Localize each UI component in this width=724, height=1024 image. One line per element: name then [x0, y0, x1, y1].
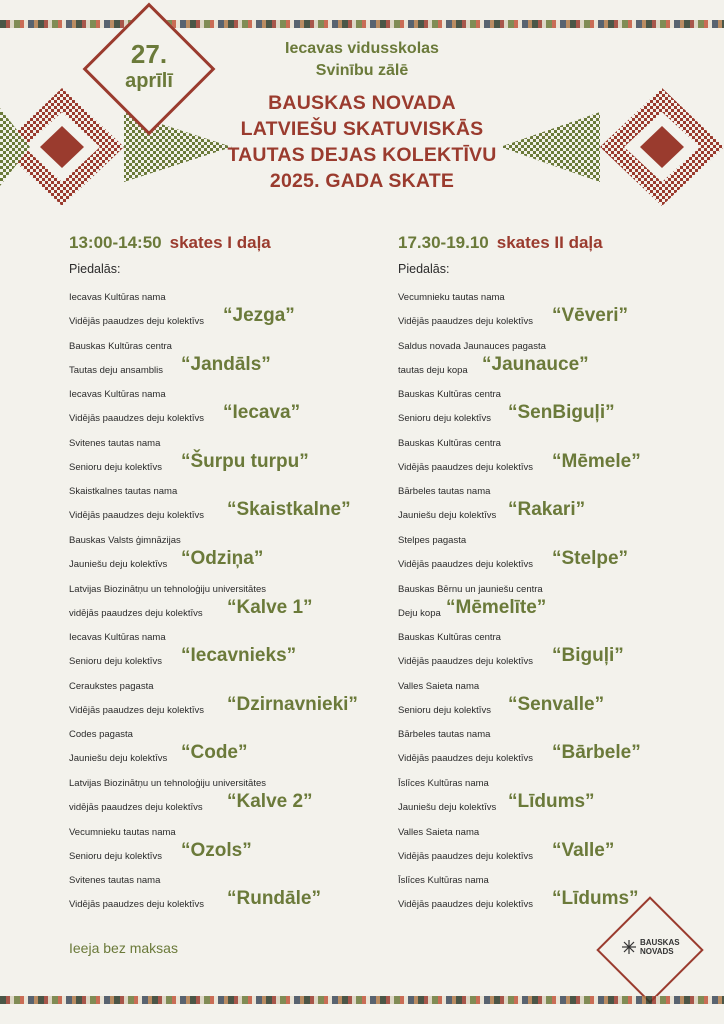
participant-name: “Code”: [181, 742, 248, 764]
participant-organization: Vecumnieku tautas nama: [398, 292, 505, 303]
left-session-part: skates I daļa: [169, 233, 271, 252]
venue: [230, 38, 494, 82]
participant-entry: [398, 535, 718, 573]
participant-name: “Iecava”: [223, 402, 301, 424]
participant-type: Jauniešu deju kolektīvs: [398, 802, 497, 813]
left-session-heading: [69, 232, 271, 254]
event-date: [104, 40, 194, 92]
participant-name: “Dzirnavnieki”: [227, 693, 358, 715]
venue-line-1: Iecavas vidusskolas: [285, 40, 439, 57]
participant-type: Senioru deju kolektīvs: [398, 413, 491, 425]
participant-entry: [398, 729, 718, 767]
participant-entry: [69, 827, 389, 865]
participant-entry: [69, 535, 389, 573]
participant-entry: [398, 681, 718, 719]
participant-type: Jauniešu deju kolektīvs: [69, 753, 168, 765]
date-month: aprīlī: [125, 70, 173, 92]
participant-type: Vidējās paaudzes deju kolektīvs: [398, 850, 534, 862]
participant-name: “SenBiguļi”: [508, 402, 615, 424]
participant-organization: Īslīces Kultūras nama: [398, 778, 489, 789]
participant-organization: Bauskas Kultūras centra: [398, 437, 501, 449]
participant-type: Senioru deju kolektīvs: [69, 850, 162, 862]
participant-organization: Bauskas Valsts ģimnāzijas: [69, 535, 181, 546]
participant-entry: [398, 584, 718, 622]
participant-entry: [398, 438, 718, 476]
participant-organization: Iecavas Kultūras nama: [69, 389, 166, 401]
participant-organization: Īslīces Kultūras nama: [398, 875, 489, 887]
title-line-3: TAUTAS DEJAS KOLEKTĪVU: [227, 144, 497, 166]
participant-type: Vidējās paaudzes deju kolektīvs: [398, 316, 534, 327]
participant-type: Senioru deju kolektīvs: [69, 656, 162, 668]
participant-type: Senioru deju kolektīvs: [69, 461, 162, 473]
participant-entry: [69, 681, 389, 719]
participant-name: “Jaunauce”: [482, 353, 589, 375]
logo-line-1: BAUSKAS: [640, 938, 680, 947]
participant-type: Senioru deju kolektīvs: [398, 704, 491, 716]
participant-entry: [398, 292, 718, 330]
date-day: 27.: [130, 39, 168, 69]
right-session-part: skates II daļa: [496, 233, 603, 252]
participant-name: “Kalve 2”: [227, 791, 313, 812]
participant-type: vidējās paaudzes deju kolektīvs: [69, 607, 203, 619]
participant-organization: Iecavas Kultūras nama: [69, 292, 166, 303]
participant-name: “Līdums”: [552, 888, 639, 910]
participant-entry: [69, 341, 389, 379]
participant-type: Vidējās paaudzes deju kolektīvs: [398, 753, 534, 765]
participant-name: “Mēmele”: [552, 450, 641, 472]
participant-name: “Kalve 1”: [227, 596, 313, 618]
venue-line-2: Svinību zālē: [315, 62, 409, 79]
participant-entry: [398, 632, 718, 670]
participant-organization: Svitenes tautas nama: [69, 437, 161, 449]
participant-type: Vidējās paaudzes deju kolektīvs: [398, 559, 534, 570]
participant-organization: Stelpes pagasta: [398, 535, 467, 546]
right-participates-label: Piedalās:: [398, 262, 450, 276]
participant-type: tautas deju kopa: [398, 364, 468, 376]
participant-entry: [398, 875, 718, 913]
participant-organization: Bauskas Kultūras centra: [398, 389, 501, 401]
participant-organization: Bauskas Kultūras centra: [398, 632, 501, 644]
left-session-time: 13:00-14:50: [69, 233, 162, 252]
participant-name: “Odziņa”: [181, 548, 264, 569]
participant-type: Vidējās paaudzes deju kolektīvs: [69, 316, 205, 327]
left-participates-label: Piedalās:: [69, 262, 121, 276]
participant-organization: Bārbeles tautas nama: [398, 486, 491, 498]
title-line-1: BAUSKAS NOVADA: [268, 92, 456, 114]
participant-entry: [69, 632, 389, 670]
top-ornament-strip: [0, 20, 724, 28]
participant-entry: [69, 875, 389, 913]
right-session-time: 17.30-19.10: [398, 233, 489, 252]
participant-type: Vidējās paaudzes deju kolektīvs: [398, 461, 534, 473]
participant-organization: Valles Saieta nama: [398, 680, 480, 692]
participant-name: “Līdums”: [508, 791, 595, 812]
participant-organization: Bauskas Kultūras centra: [69, 340, 172, 352]
participant-entry: [69, 292, 389, 330]
participant-entry: [398, 486, 718, 524]
participant-name: “Stelpe”: [552, 548, 629, 569]
participant-name: “Rakari”: [508, 499, 586, 521]
participant-entry: [69, 389, 389, 427]
participant-entry: [69, 486, 389, 524]
title-line-2: LATVIEŠU SKATUVISKĀS: [240, 118, 484, 140]
participant-type: Tautas deju ansamblis: [69, 364, 163, 376]
participant-organization: Skaistkalnes tautas nama: [69, 486, 178, 498]
participant-organization: Ceraukstes pagasta: [69, 680, 154, 692]
participant-entry: [398, 778, 718, 816]
participant-organization: Latvijas Biozinātņu un tehnoloģiju universitātes: [69, 583, 266, 595]
sun-ornament-icon: [622, 940, 636, 954]
participant-organization: Iecavas Kultūras nama: [69, 632, 166, 644]
participant-organization: Saldus novada Jaunauces pagasta: [398, 340, 546, 352]
participant-organization: Bārbeles tautas nama: [398, 729, 491, 741]
participant-entry: [69, 584, 389, 622]
event-title: [180, 90, 544, 194]
participant-entry: [398, 827, 718, 865]
participant-name: “Bārbele”: [552, 742, 641, 764]
participant-entry: [398, 389, 718, 427]
bauskas-novads-logo: [622, 938, 688, 956]
free-entry-note: Ieeja bez maksas: [69, 940, 178, 956]
participant-type: vidējās paaudzes deju kolektīvs: [69, 802, 203, 813]
participant-type: Vidējās paaudzes deju kolektīvs: [398, 656, 534, 668]
bottom-ornament-strip: [0, 996, 724, 1004]
participant-organization: Valles Saieta nama: [398, 826, 480, 838]
participant-name: “Ozols”: [181, 839, 252, 861]
participant-type: Vidējās paaudzes deju kolektīvs: [69, 510, 205, 522]
participant-type: Deju kopa: [398, 607, 441, 619]
participant-type: Jauniešu deju kolektīvs: [69, 559, 168, 570]
participant-organization: Svitenes tautas nama: [69, 875, 161, 887]
participant-organization: Bauskas Bērnu un jauniešu centra: [398, 583, 543, 595]
participant-type: Vidējās paaudzes deju kolektīvs: [398, 899, 534, 911]
participant-name: “Biguļi”: [552, 645, 624, 667]
title-line-4: 2025. GADA SKATE: [269, 170, 455, 192]
participant-name: “Rundāle”: [227, 888, 321, 910]
participant-name: “Vēveri”: [552, 305, 629, 326]
participant-entry: [69, 438, 389, 476]
participant-type: Vidējās paaudzes deju kolektīvs: [69, 899, 205, 911]
participant-name: “Jandāls”: [181, 353, 271, 375]
participant-name: “Senvalle”: [508, 693, 605, 715]
participant-entry: [398, 341, 718, 379]
participant-organization: Latvijas Biozinātņu un tehnoloģiju universitātes: [69, 778, 266, 789]
participant-entry: [69, 778, 389, 816]
participant-name: “Skaistkalne”: [227, 499, 351, 521]
participant-name: “Iecavnieks”: [181, 645, 297, 667]
participant-name: “Mēmelīte”: [446, 596, 547, 618]
participant-name: “Jezga”: [223, 305, 295, 326]
participant-type: Vidējās paaudzes deju kolektīvs: [69, 413, 205, 425]
participant-organization: Codes pagasta: [69, 729, 133, 741]
participant-type: Vidējās paaudzes deju kolektīvs: [69, 704, 205, 716]
right-session-heading: [398, 232, 603, 254]
participant-type: Jauniešu deju kolektīvs: [398, 510, 497, 522]
participant-entry: [69, 729, 389, 767]
participant-organization: Vecumnieku tautas nama: [69, 826, 176, 838]
logo-line-2: NOVADS: [640, 947, 674, 956]
participant-name: “Šurpu turpu”: [181, 450, 309, 472]
participant-name: “Valle”: [552, 839, 615, 861]
